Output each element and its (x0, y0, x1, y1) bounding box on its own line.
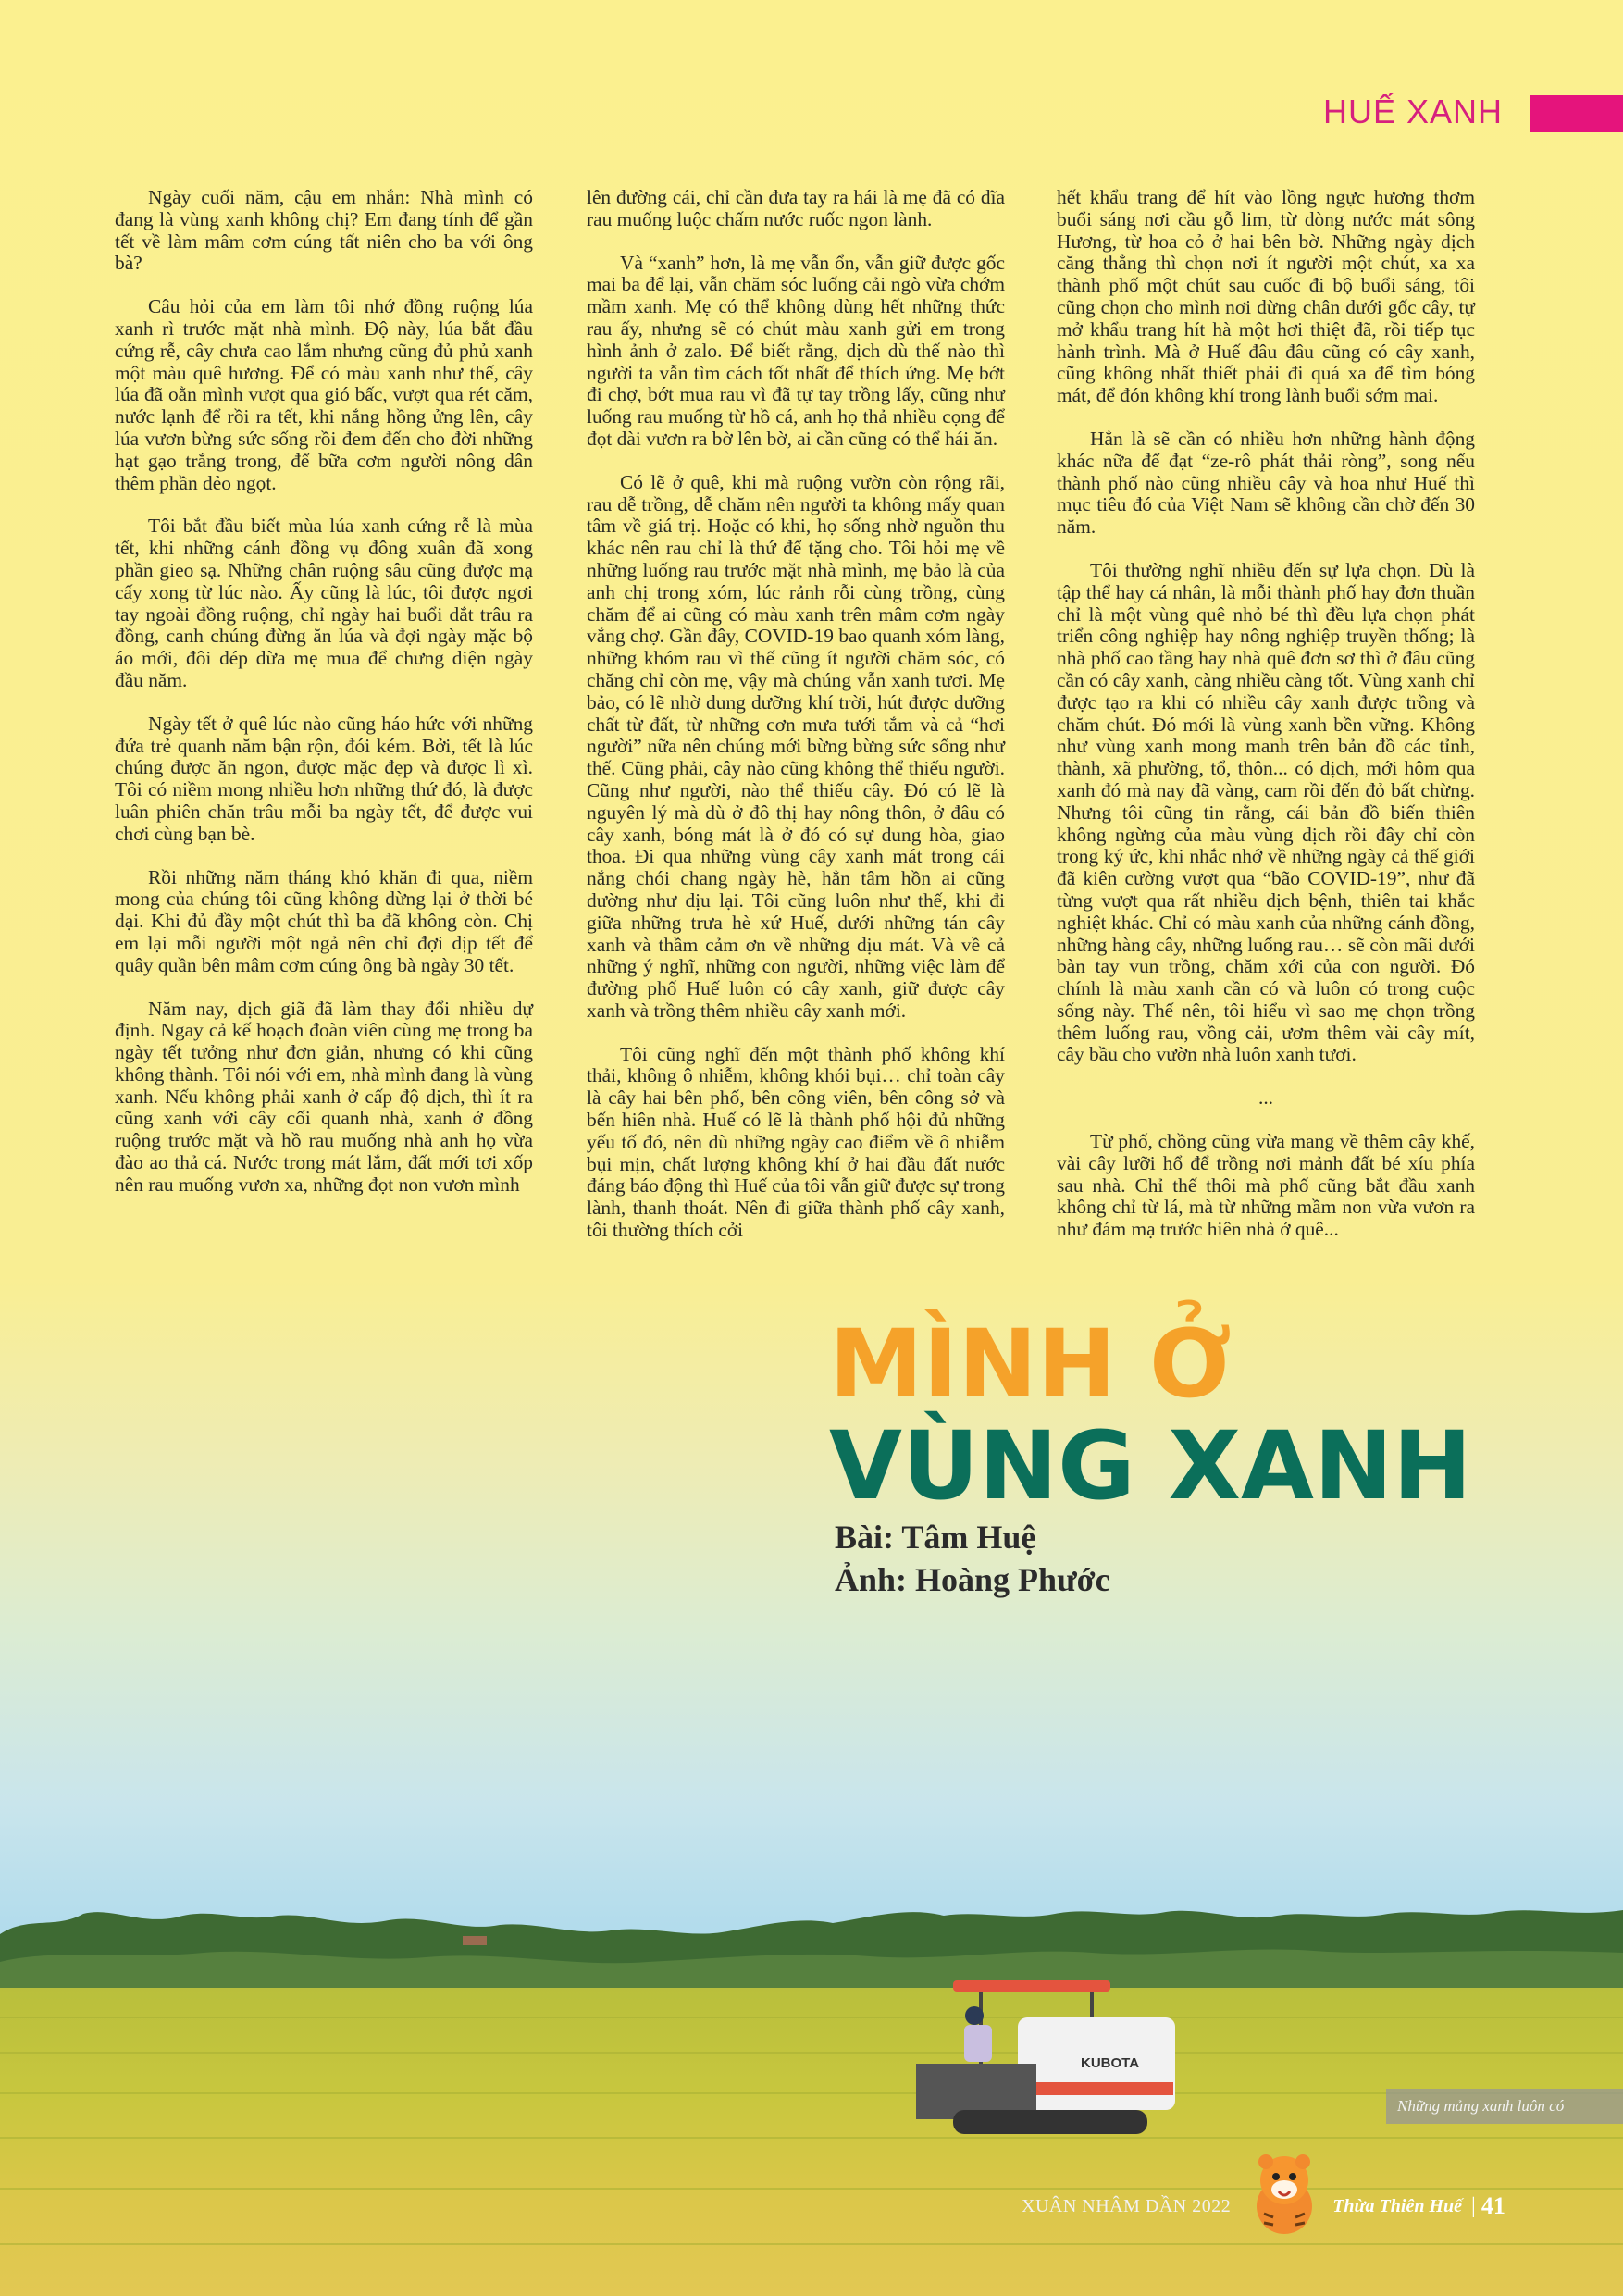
driver-head (965, 2006, 984, 2025)
headline-line-1: MÌNH Ở (829, 1309, 1232, 1420)
paragraph: Câu hỏi của em làm tôi nhớ đồng ruộng lúa xanh rì trước mặt nhà mình. Độ này, lúa bắt đầu cứng rễ, cây chưa cao lắm nhưng cũng đủ phủ xanh một màu quê hương. Để có màu xanh như thế, cây lúa đã oằn mình vượt qua gió bấc, vượt qua rét căm, nước lạnh để rồi ra tết, khi nắng hồng ửng lên, cây lúa vươn bừng sức sống rồi đem đến cho đời những hạt gạo trắng trong, để bữa cơm người nông dân thêm phần dẻo ngọt. (115, 295, 533, 494)
harvester-stripe (1020, 2082, 1173, 2095)
paragraph: Từ phố, chồng cũng vừa mang về thêm cây khế, vài cây lưỡi hổ để trồng nơi mảnh đất bé xíu phía sau nhà. Chỉ thế thôi mà phố cũng bắt đầu xanh không chỉ từ lá, mà từ những mầm non vừa vươn ra như đám mạ trước hiên nhà ở quê... (1057, 1130, 1475, 1241)
byline-photographer: Ảnh: Hoàng Phước (835, 1561, 1110, 1598)
article-column-1 (115, 187, 533, 1218)
paragraph: Ngày tết ở quê lúc nào cũng háo hức với những đứa trẻ quanh năm bận rộn, đói kém. Bởi, tết là lúc chúng được ăn ngon, được mặc đẹp và được lì xì. Tôi có niềm mong nhiều hơn những thứ đó, là được luân phiên chăn trâu mỗi ba ngày tết, để được vui chơi cùng bạn bè. (115, 712, 533, 845)
paragraph: Năm nay, dịch giã đã làm thay đổi nhiều dự định. Ngay cả kế hoạch đoàn viên cùng mẹ trong ba ngày tết tưởng như đơn giản, nhưng có khi cũng không thành. Tôi nói với em, nhà mình đang là vùng xanh. Nếu không phải xanh ở cấp độ dịch, thì ít ra cũng xanh với cây cối quanh nhà, xanh ở đồng ruộng trước mặt và hồ rau muống nhà anh họ vừa đào ao thả cá. Nước trong mát lắm, đất mới tơi xốp nên rau muống vươn xa, những đọt non vươn mình (115, 997, 533, 1196)
footer-separator: | (1471, 2193, 1476, 2218)
headline (829, 1309, 1472, 1521)
tiger-mascot-icon (1245, 2149, 1323, 2238)
photo-caption: Những mảng xanh luôn có (1386, 2089, 1623, 2124)
paragraph: Tôi thường nghĩ nhiều đến sự lựa chọn. Dù là tập thể hay cá nhân, là mỗi thành phố hay đơn thuần chỉ là một vùng quê nhỏ bé thì đều lựa chọn phát triển công nghiệp hay nông nghiệp truyền thống; là nhà phố cao tầng hay nhà quê đơn sơ thì ở đâu cũng cần có cây xanh, càng nhiều càng tốt. Vùng xanh chỉ được tạo ra khi có nhiều cây xanh được trồng và chăm chút. Đó mới là vùng xanh bền vững. Không như vùng xanh mong manh trên bản đồ các tỉnh, thành, xã phường, tổ, thôn... có dịch, mới hôm qua xanh đó mà nay đã vàng, cam rồi đến đỏ bất chừng. Nhưng tôi cũng tin rằng, cái bản đồ biến thiên không ngừng của màu vùng dịch rồi đây chỉ còn trong ký ức, khi nhắc nhớ về những ngày cả thế giới đã kiên cường vượt qua “bão COVID-19”, như đã từng vượt qua rất nhiều dịch bệnh, thiên tai khắc nghiệt khác. Chỉ có màu xanh của những cánh đồng, những hàng cây, những luống rau… sẽ còn mãi dưới bàn tay vun trồng, chăm xới của con người. Đó chính là màu xanh cần có và luôn có trong cuộc sống này. Thế nên, tôi hiểu vì sao mẹ chọn trồng thêm luống rau, vồng cải, ươm thêm vài cây mít, cây bầu cho vườn nhà luôn xanh tươi. (1057, 558, 1475, 1066)
section-title: HUẾ XANH (1322, 93, 1503, 130)
harvester-canopy (953, 1980, 1110, 1992)
magazine-name: Thừa Thiên Huế (1332, 2195, 1462, 2216)
paragraph: Hẳn là sẽ cần có nhiều hơn những hành động khác nữa để đạt “ze-rô phát thải ròng”, song nếu thành phố nào cũng nhiều cây và hoa như Huế thì mục tiêu đó của Việt Nam sẽ không cần chờ đến 30 năm. (1057, 427, 1475, 539)
article-column-3 (1057, 187, 1475, 1262)
page-footer (1022, 2191, 1505, 2221)
paragraph: Và “xanh” hơn, là mẹ vẫn ổn, vẫn giữ được gốc mai ba để lại, vẫn chăm sóc luống cải ngò vừa chớm mầm xanh. Mẹ có thể không dùng hết những thức rau ấy, nhưng sẽ có chút màu xanh gửi em trong hình ảnh ở zalo. Để biết rằng, dịch dù thế nào thì người ta vẫn tìm cách tốt nhất để thích ứng. Mẹ bớt đi chợ, bớt mua rau vì đã tự tay trồng lấy, cũng như luống rau muống từ hồ cá, anh họ thả nhiều cọng để đọt dài vươn ra bờ lên bờ, ai cần cũng có thể hái ăn. (587, 251, 1005, 450)
harvester-track (953, 2110, 1147, 2134)
section-accent-bar (1530, 95, 1623, 132)
byline (835, 1516, 1110, 1601)
byline-author: Bài: Tâm Huệ (835, 1519, 1036, 1556)
paragraph: Tôi bắt đầu biết mùa lúa xanh cứng rễ là mùa tết, khi những cánh đồng vụ đông xuân đã xong phần gieo sạ. Những chân ruộng sâu cũng được mạ cấy xong từ lúc nào. Ấy cũng là lúc, tôi được ngơi tay ngoài đồng ruộng, chỉ ngày hai buổi dắt trâu ra đồng, canh chúng đừng ăn lúa và đợi ngày mặc bộ áo mới, đôi dép dừa mẹ mua để chưng diện ngày đầu năm. (115, 515, 533, 691)
driver-body (964, 2025, 992, 2062)
paragraph: Ngày cuối năm, cậu em nhắn: Nhà mình có đang là vùng xanh không chị? Em đang tính để gần tết về làm mâm cơm cúng tất niên cho ba với ông bà? (115, 186, 533, 275)
harvester-brand-label: KUBOTA (1081, 2055, 1140, 2071)
issue-label: XUÂN NHÂM DẦN 2022 (1022, 2195, 1232, 2216)
page-number: 41 (1481, 2192, 1505, 2219)
paragraph: lên đường cái, chỉ cần đưa tay ra hái là mẹ đã có dĩa rau muống luộc chấm nước ruốc ngon lành. (587, 186, 1005, 230)
section-break: ... (1258, 1086, 1274, 1110)
rice-field (0, 1988, 1623, 2296)
headline-line-2: VÙNG XANH (829, 1411, 1472, 1521)
paragraph: Có lẽ ở quê, khi mà ruộng vườn còn rộng rãi, rau dễ trồng, dễ chăm nên người ta không mấy quan tâm về giá trị. Hoặc có khi, họ sống nhờ nguồn thu khác nên rau chỉ là thứ để tặng cho. Tôi hỏi mẹ về những luống rau trước mặt nhà mình, mẹ bảo là của anh chị trong xóm, lúc rảnh rỗi cùng trồng, cùng chăm để ai cũng có màu xanh trên mâm cơm ngày vắng chợ. Gần đây, COVID-19 bao quanh xóm làng, những khóm rau vì thế cũng ít người chăm sóc, có chăng chỉ còn mẹ, vậy mà chúng vẫn xanh tươi. Mẹ bảo, có lẽ nhờ dung dưỡng khí trời, hút được dưỡng chất từ đất, từ những cơn mưa tưới tắm và cả “hơi người” nữa nên chúng mới bừng bừng sức sống như thế. Cũng phải, cây nào cũng không thể thiếu người. Cũng như người, nào thể thiếu cây. Đó có lẽ là nguyên lý mà dù ở đô thị hay nông thôn, ở đâu có cây xanh, bóng mát là ở đó có sự dung hòa, giao thoa. Đi qua những vùng cây xanh mát trong cái nắng chói chang ngày hè, hẳn tâm hồn ai cũng dường như dịu lại. Tôi cũng luôn như thế, khi đi giữa những trưa hè xứ Huế, dưới những tán cây xanh và thầm cảm ơn về những dịu mát. Và về cả những ý nghĩ, những con người, những việc làm để đường phố Huế luôn có cây xanh, giữ được cây xanh và trồng thêm nhiều cây xanh mới. (587, 470, 1005, 1022)
rice-field-photo (0, 1879, 1623, 2296)
distant-roof (463, 1936, 487, 1945)
paragraph: hết khẩu trang để hít vào lồng ngực hương thơm buổi sáng nơi cầu gỗ lim, từ dòng nước mát sông Hương, từ hoa cỏ ở hai bên bờ. Những ngày dịch căng thẳng thì chọn nơi ít người một chút, xa xa thành phố một chút sau cuốc đi bộ buổi sáng, tôi cũng chọn cho mình nơi dừng chân dưới gốc cây, tự mở khẩu trang hít hà một hơi thiệt đã, rồi tiếp tục hành trình. Mà ở Huế đâu đâu cũng có cây xanh, cũng không nhất thiết phải đi quá xa để tìm bóng mát, để đón không khí trong lành buổi sớm mai. (1057, 186, 1475, 407)
paragraph: Rồi những năm tháng khó khăn đi qua, niềm mong của chúng tôi cũng không dừng lại ở thời bé dại. Khi đủ đầy một chút thì ba đã không còn. Chị em lại mỗi người một ngả nên chỉ đợi dịp tết để quây quần bên mâm cơm cúng ông bà ngày 30 tết. (115, 865, 533, 976)
paragraph: Tôi cũng nghĩ đến một thành phố không khí thải, không ô nhiễm, không khói bụi… chỉ toàn cây là cây hai bên phố, bên công viên, bên công sở và bến hiên nhà. Huế có lẽ là thành phố hội đủ những yếu tố đó, nên dù những ngày cao điểm về ô nhiễm bụi mịn, chất lượng không khí ở hai đầu đất nước đáng báo động thì Huế của tôi vẫn giữ được sự trong lành, thanh thoát. Nên đi giữa thành phố cây xanh, tôi thường thích cởi (587, 1042, 1005, 1242)
article-column-2 (587, 187, 1005, 1263)
rice-field-illustration (0, 1879, 1623, 2296)
